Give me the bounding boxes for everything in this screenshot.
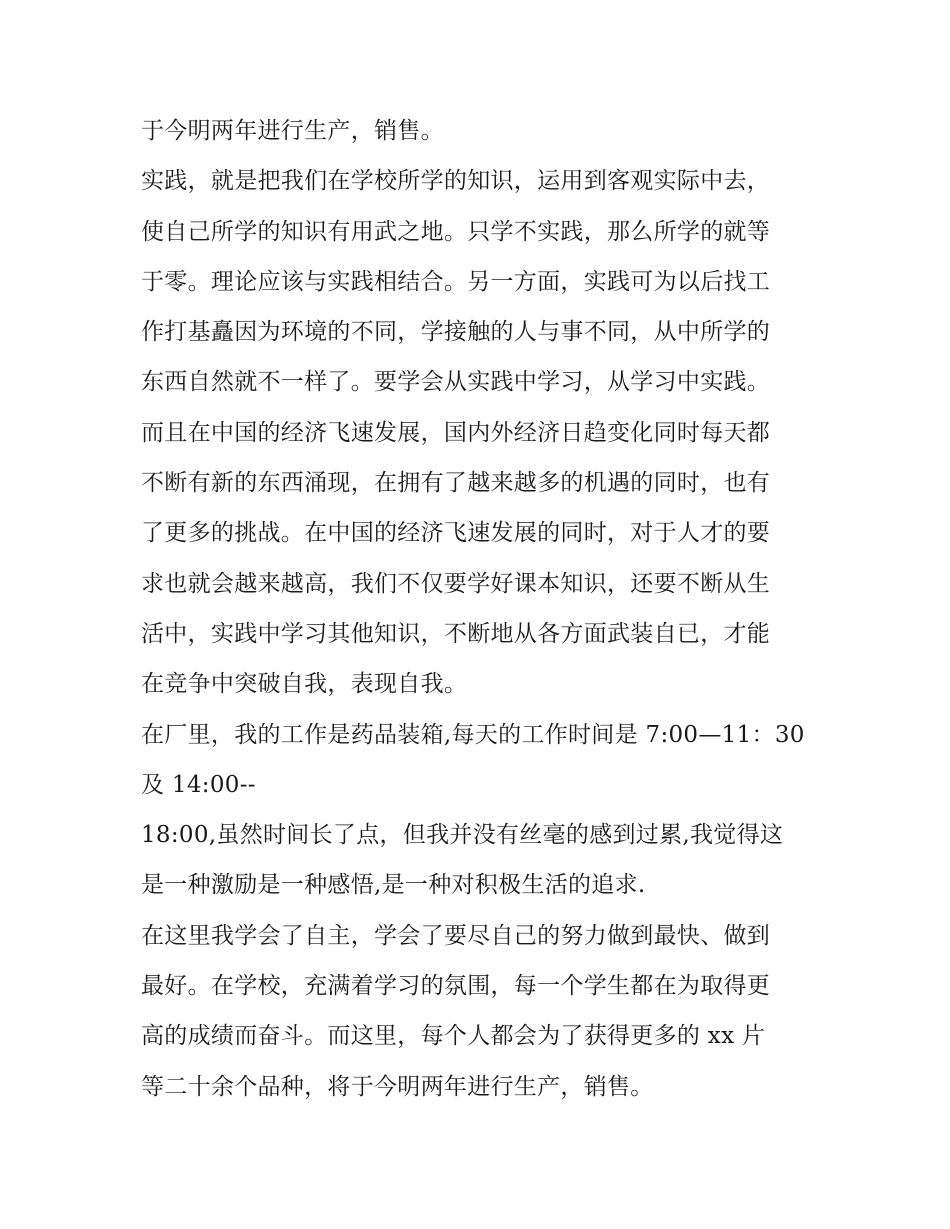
text-line: 高的成绩而奋斗。而这里，每个人都会为了获得更多的 xx 片: [141, 1023, 766, 1050]
text-line: 是一种激励是一种感悟,是一种对积极生活的追求.: [141, 872, 646, 899]
text-line: 不断有新的东西涌现，在拥有了越来越多的机遇的同时，也有: [141, 470, 771, 497]
body-text: [141, 106, 821, 1112]
text-line: 求也就会越来越高，我们不仅要学好课本知识，还要不断从生: [141, 570, 771, 597]
text-line: 最好。在学校，充满着学习的氛围，每一个学生都在为取得更: [141, 973, 771, 1000]
text-line: 作打基矗因为环境的不同，学接触的人与事不同，从中所学的: [141, 319, 771, 346]
text-line: 使自己所学的知识有用武之地。只学不实践，那么所学的就等: [141, 218, 771, 245]
text-line: 了更多的挑战。在中国的经济飞速发展的同时，对于人才的要: [141, 520, 771, 547]
text-line: 活中，实践中学习其他知识，不断地从各方面武装自已，才能: [141, 620, 771, 647]
text-line: 于零。理论应该与实践相结合。另一方面，实践可为以后找工: [141, 268, 771, 295]
text-line: 东西自然就不一样了。要学会从实践中学习，从学习中实践。: [141, 369, 771, 396]
text-line: 等二十余个品种，将于今明两年进行生产，销售。: [141, 1073, 654, 1100]
text-line: 而且在中国的经济飞速发展，国内外经济日趋变化同时每天都: [141, 419, 771, 446]
text-line: 于今明两年进行生产，销售。: [141, 118, 444, 144]
text-line: 实践，就是把我们在学校所学的知识，运用到客观实际中去，: [141, 168, 771, 195]
text-line: 在竞争中突破自我，表现自我。: [141, 671, 468, 698]
text-line: 18:00,虽然时间长了点，但我并没有丝毫的感到过累,我觉得这: [141, 822, 784, 849]
text-line: 在厂里，我的工作是药品装箱,每天的工作时间是 7:00—11：30: [141, 721, 805, 748]
text-line: 在这里我学会了自主，学会了要尽自己的努力做到最快、做到: [141, 922, 771, 949]
text-line: 及 14:00--: [141, 771, 256, 798]
